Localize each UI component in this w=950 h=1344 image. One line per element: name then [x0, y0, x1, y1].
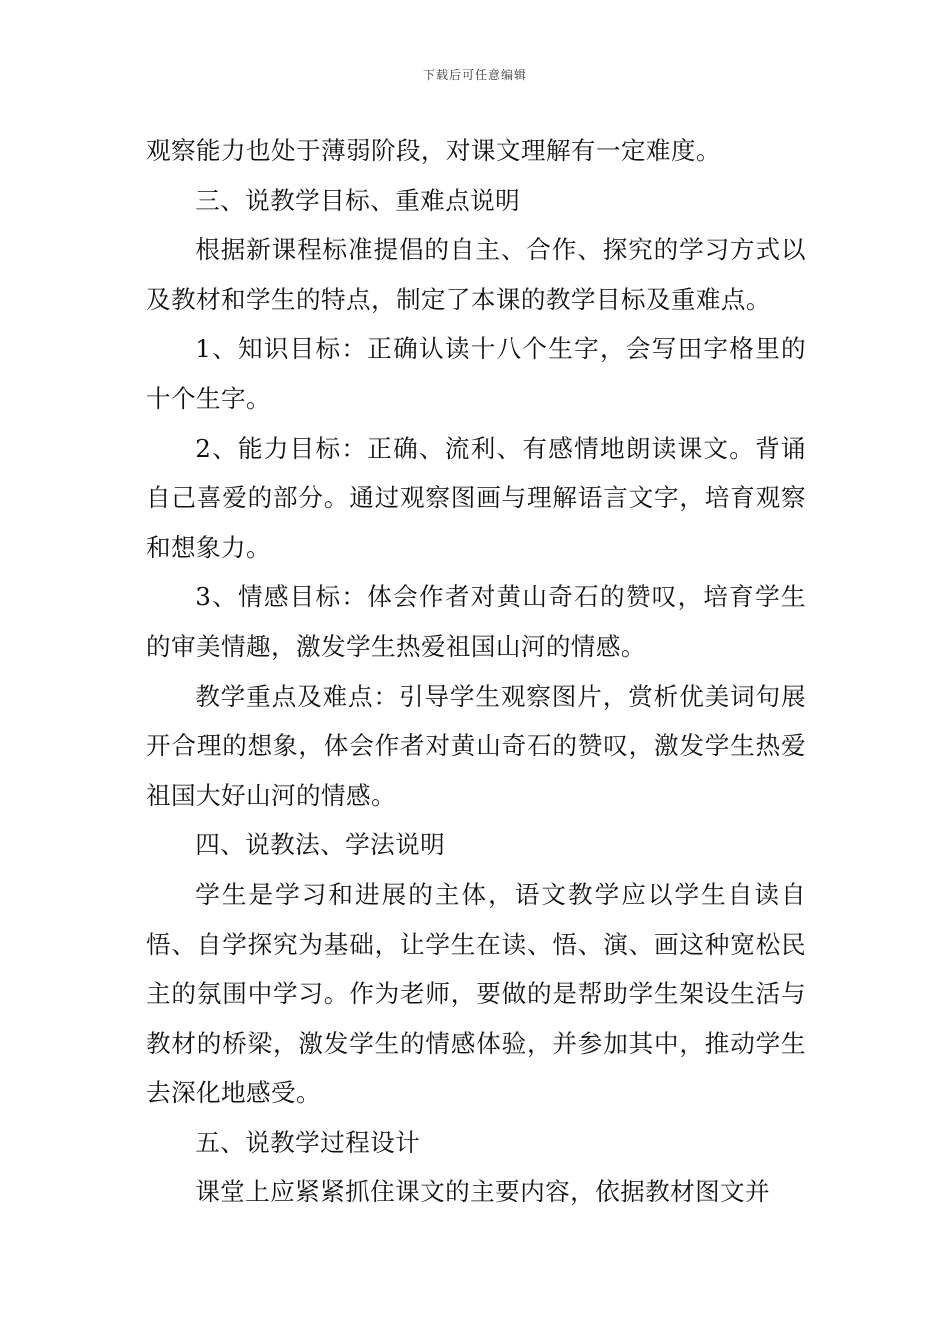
paragraph-2: 根据新课程标准提倡的自主、合作、探究的学习方式以及教材和学生的特点，制定了本课的教学目标及重难点。: [146, 235, 806, 314]
paragraph-methods: 学生是学习和进展的主体，语文教学应以学生自读自悟、自学探究为基础，让学生在读、悟、演、画这种宽松民主的氛围中学习。作为老师，要做的是帮助学生架设生活与教材的桥梁，激发学生的情感体验，并参加其中，推动学生去深化地感受。: [146, 879, 806, 1108]
goal-emotion: 3、情感目标：体会作者对黄山奇石的赞叹，培育学生的审美情趣，激发学生热爱祖国山河的情感。: [146, 582, 806, 661]
paragraph-1: 观察能力也处于薄弱阶段，对课文理解有一定难度。: [146, 136, 721, 165]
goal-knowledge: 1、知识目标：正确认读十八个生字，会写田字格里的十个生字。: [146, 334, 806, 413]
document-body: [146, 126, 806, 1217]
section-heading-5: 五、说教学过程设计: [195, 1127, 421, 1157]
goal-ability: 2、能力目标：正确、流利、有感情地朗读课文。背诵自己喜爱的部分。通过观察图画与理解语言文字，培育观察和想象力。: [146, 433, 806, 562]
key-difficult-points: 教学重点及难点：引导学生观察图片，赏析优美词句展开合理的想象，体会作者对黄山奇石的赞叹，激发学生热爱祖国大好山河的情感。: [146, 681, 806, 810]
paragraph-process: 课堂上应紧紧抓住课文的主要内容，依据教材图文并: [195, 1177, 771, 1207]
section-heading-3: 三、说教学目标、重难点说明: [195, 185, 521, 215]
section-heading-4: 四、说教法、学法说明: [195, 830, 446, 860]
page-header: 下载后可任意编辑: [422, 68, 527, 82]
